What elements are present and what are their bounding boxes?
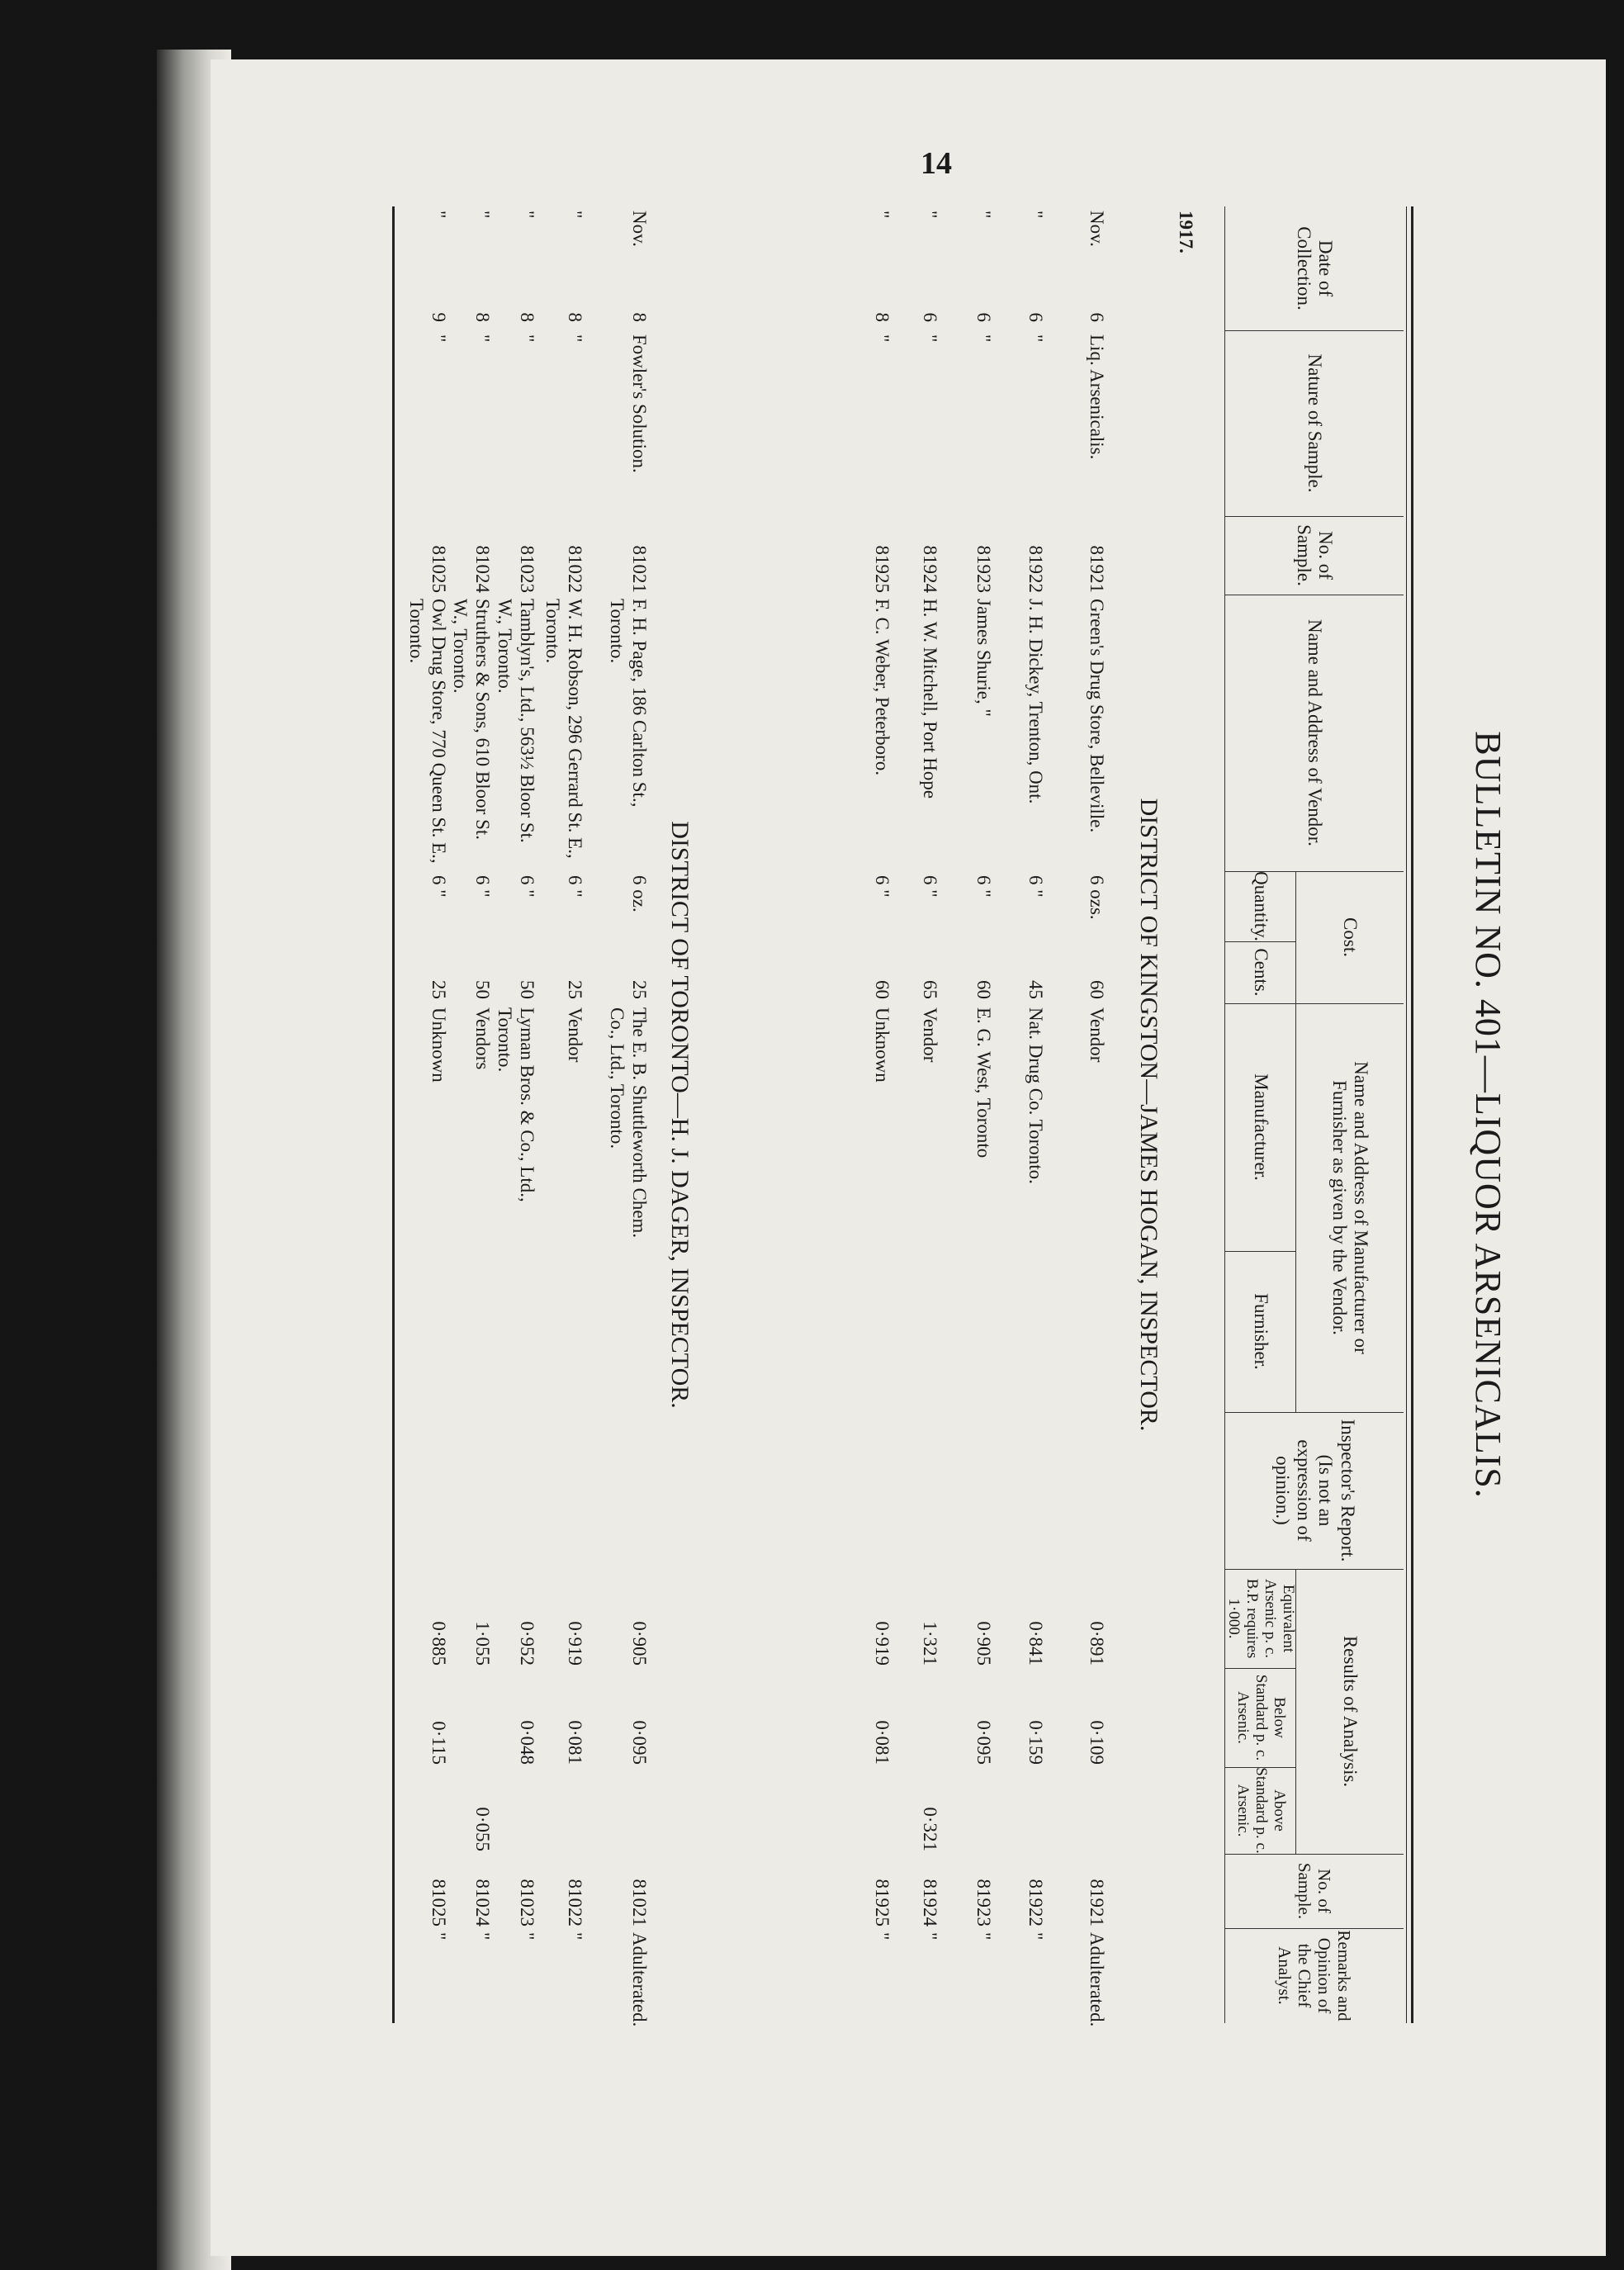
header-no-sample: No. of Sample.	[1294, 524, 1337, 586]
header-cents: Cents.	[1251, 948, 1272, 997]
col-divider	[1225, 1569, 1404, 1570]
col-divider	[1225, 1668, 1296, 1669]
cell-cents: 25	[629, 980, 650, 999]
cell-remarks: Adulterated.	[1087, 1932, 1107, 2027]
cell-no2: 81921	[1087, 1879, 1107, 1926]
cell-below: 0·081	[565, 1720, 585, 1765]
header-vendor: Name and Address of Vendor.	[1304, 619, 1326, 846]
cell-remarks: "	[472, 1932, 493, 1941]
header-no-sample-2: No. of Sample.	[1295, 1862, 1335, 1920]
cell-cents: 25	[428, 980, 449, 999]
cell-remarks: "	[920, 1932, 940, 1941]
header-manufacturer: Manufacturer.	[1251, 1073, 1272, 1181]
cell-remarks: "	[517, 1932, 537, 1941]
cell-qty: 6 "	[872, 875, 892, 898]
cell-nature: "	[472, 334, 493, 343]
cell-no2: 81025	[428, 1879, 449, 1926]
col-divider	[1225, 1412, 1404, 1413]
cell-equiv: 0·891	[1087, 1621, 1107, 1666]
cell-nature: "	[565, 334, 585, 343]
top-rule-2	[1406, 206, 1407, 2023]
cell-cents: 60	[1087, 980, 1107, 999]
header-remarks: Remarks and Opinion of the Chief Analyst.	[1274, 1930, 1355, 2021]
cell-no2: 81925	[872, 1879, 892, 1926]
cell-qty: 6 "	[565, 875, 585, 898]
cell-remarks: "	[428, 1932, 449, 1941]
cell-day: 6	[1025, 312, 1046, 322]
cell-month: "	[565, 211, 585, 219]
header-below: Below Standard p. c. Arsenic.	[1234, 1674, 1288, 1761]
cell-qty: 6 "	[472, 875, 493, 898]
header-bottom-rule	[1224, 206, 1225, 2023]
cell-qty: 6 "	[920, 875, 940, 898]
cell-no2: 81024	[472, 1879, 493, 1926]
cell-day: 8	[472, 312, 493, 322]
cell-cents: 25	[565, 980, 585, 999]
cell-below: 0·115	[428, 1721, 449, 1765]
cell-equiv: 0·841	[1025, 1621, 1046, 1666]
cell-no2: 81922	[1025, 1879, 1046, 1926]
cell-below: 0·109	[1087, 1720, 1107, 1765]
cell-no: 81922	[1025, 545, 1046, 593]
cell-above: 0·321	[920, 1807, 940, 1851]
cell-nature: "	[872, 334, 892, 343]
cell-cents: 50	[517, 980, 537, 999]
year-label: 1917.	[1176, 211, 1196, 254]
cell-equiv: 1·321	[920, 1621, 940, 1666]
cell-no: 81021	[629, 545, 650, 593]
cell-day: 9	[428, 312, 449, 322]
cell-manufacturer: Unknown	[872, 1007, 892, 1083]
cell-equiv: 0·905	[629, 1621, 650, 1666]
cell-equiv: 1·055	[472, 1621, 493, 1666]
row-divider	[1295, 1569, 1296, 1854]
cell-vendor: Tamblyn's, Ltd., 563½ Bloor St. W., Toronto.	[495, 599, 537, 843]
cell-vendor: F. H. Page, 186 Carlton St., Toronto.	[607, 599, 650, 808]
district-heading: DISTRICT OF KINGSTON—JAMES HOGAN, INSPECTOR.	[1135, 798, 1162, 1432]
col-divider	[1225, 1767, 1296, 1768]
cell-no2: 81021	[629, 1879, 650, 1926]
bulletin-title: BULLETIN NO. 401—LIQUOR ARSENICALIS.	[1468, 731, 1508, 1499]
cell-manufacturer: Unknown	[428, 1007, 449, 1083]
cell-vendor: Owl Drug Store, 770 Queen St. E., Toronto.	[406, 599, 449, 864]
header-inspector-report: Inspector's Report. (Is not an expression of opinion.)	[1271, 1419, 1358, 1562]
cell-manufacturer: Vendor	[1087, 1007, 1107, 1063]
cell-equiv: 0·885	[428, 1621, 449, 1666]
header-date: Date of Collection.	[1294, 226, 1337, 310]
col-divider	[1225, 1854, 1404, 1855]
cell-month: Nov.	[1087, 211, 1107, 247]
cell-remarks: "	[1025, 1932, 1046, 1941]
cell-remarks: "	[973, 1932, 994, 1941]
cell-cents: 60	[872, 980, 892, 999]
col-divider	[1225, 516, 1404, 517]
cell-manufacturer: The E. B. Shuttleworth Chem. Co., Ltd., Toronto.	[607, 1007, 650, 1239]
cell-no: 81924	[920, 545, 940, 593]
header-results: Results of Analysis.	[1340, 1635, 1361, 1788]
cell-no: 81024	[472, 545, 493, 593]
cell-no: 81921	[1087, 545, 1107, 593]
cell-qty: 6 "	[428, 875, 449, 898]
header-quantity: Quantity.	[1251, 871, 1272, 941]
cell-no2: 81923	[973, 1879, 994, 1926]
cell-no2: 81023	[517, 1879, 537, 1926]
cell-qty: 6 oz.	[629, 875, 650, 912]
cell-cents: 60	[973, 980, 994, 999]
cell-manufacturer: Lyman Bros. & Co., Ltd., Toronto.	[495, 1007, 537, 1202]
cell-remarks: "	[565, 1932, 585, 1941]
cell-month: "	[920, 211, 940, 219]
cell-no: 81022	[565, 545, 585, 593]
cell-nature: "	[428, 334, 449, 343]
cell-month: "	[517, 211, 537, 219]
cell-no: 81925	[872, 545, 892, 593]
header-above: Above Standard p. c. Arsenic.	[1234, 1767, 1288, 1854]
cell-below: 0·095	[629, 1720, 650, 1765]
cell-nature: Fowler's Solution.	[629, 334, 650, 473]
row-divider	[1295, 871, 1296, 1003]
col-divider	[1225, 1003, 1404, 1004]
cell-month: "	[1025, 211, 1046, 219]
row-divider	[1295, 1003, 1296, 1412]
cell-cents: 65	[920, 980, 940, 999]
cell-below: 0·095	[973, 1720, 994, 1765]
cell-day: 6	[920, 312, 940, 322]
cell-vendor: H. W. Mitchell, Port Hope	[920, 599, 940, 799]
cell-manufacturer: Vendors	[472, 1007, 493, 1070]
cell-vendor: Green's Drug Store, Belleville.	[1087, 599, 1107, 833]
cell-no: 81023	[517, 545, 537, 593]
cell-vendor: James Shurie, "	[973, 599, 994, 717]
bottom-rule	[392, 206, 395, 2023]
district-heading: DISTRICT OF TORONTO—H. J. DAGER, INSPECTOR.	[666, 821, 694, 1409]
col-divider	[1225, 871, 1404, 872]
cell-month: Nov.	[629, 211, 650, 247]
cell-below: 0·048	[517, 1720, 537, 1765]
cell-vendor: Struthers & Sons, 610 Bloor St. W., Toronto.	[450, 599, 493, 841]
header-cost: Cost.	[1340, 917, 1361, 957]
cell-vendor: J. H. Dickey, Trenton, Ont.	[1025, 599, 1046, 804]
cell-manufacturer: Vendor	[565, 1007, 585, 1063]
cell-no2: 81924	[920, 1879, 940, 1926]
col-divider	[1225, 1251, 1296, 1252]
cell-qty: 6 "	[973, 875, 994, 898]
cell-cents: 50	[472, 980, 493, 999]
cell-day: 6	[973, 312, 994, 322]
header-furnisher: Furnisher.	[1251, 1293, 1272, 1370]
cell-below: 0·081	[872, 1720, 892, 1765]
cell-equiv: 0·952	[517, 1621, 537, 1666]
cell-nature: "	[920, 334, 940, 343]
cell-below: 0·159	[1025, 1720, 1046, 1765]
cell-vendor: W. H. Robson, 296 Gerrard St. E., Toronto.	[542, 599, 585, 859]
cell-month: "	[872, 211, 892, 219]
col-divider	[1225, 1928, 1404, 1929]
header-name-address: Name and Address of Manufacturer or Furnisher as given by the Vendor.	[1329, 1061, 1372, 1354]
cell-nature: "	[517, 334, 537, 343]
cell-nature: "	[973, 334, 994, 343]
page-number: 14	[921, 146, 952, 181]
cell-no: 81923	[973, 545, 994, 593]
col-divider	[1225, 330, 1404, 331]
cell-remarks: Adulterated.	[629, 1932, 650, 2027]
cell-above: 0·055	[472, 1807, 493, 1851]
cell-remarks: "	[872, 1932, 892, 1941]
cell-qty: 6 "	[1025, 875, 1046, 898]
cell-no: 81025	[428, 545, 449, 593]
cell-qty: 6 ozs.	[1087, 875, 1107, 920]
header-equivalent: Equivalent Arsenic p. c. B.P. requires 1·000.	[1225, 1578, 1297, 1659]
cell-day: 8	[629, 312, 650, 322]
top-rule	[1411, 206, 1413, 2023]
rotated-table-page	[380, 206, 1544, 2027]
cell-equiv: 0·919	[872, 1621, 892, 1666]
col-divider	[1225, 941, 1296, 942]
cell-manufacturer: Nat. Drug Co. Toronto.	[1025, 1007, 1046, 1184]
cell-month: "	[428, 211, 449, 219]
cell-manufacturer: E. G. West, Toronto	[973, 1007, 994, 1159]
cell-day: 8	[517, 312, 537, 322]
cell-day: 8	[872, 312, 892, 322]
cell-nature: "	[1025, 334, 1046, 343]
cell-cents: 45	[1025, 980, 1046, 999]
cell-qty: 6 "	[517, 875, 537, 898]
cell-vendor: F. C. Weber, Peterboro.	[872, 599, 892, 776]
cell-nature: Liq. Arsenicalis.	[1087, 334, 1107, 460]
cell-day: 8	[565, 312, 585, 322]
cell-equiv: 0·905	[973, 1621, 994, 1666]
cell-day: 6	[1087, 312, 1107, 322]
cell-month: "	[472, 211, 493, 219]
cell-manufacturer: Vendor	[920, 1007, 940, 1063]
cell-equiv: 0·919	[565, 1621, 585, 1666]
cell-no2: 81022	[565, 1879, 585, 1926]
header-nature: Nature of Sample.	[1304, 353, 1326, 493]
cell-month: "	[973, 211, 994, 219]
